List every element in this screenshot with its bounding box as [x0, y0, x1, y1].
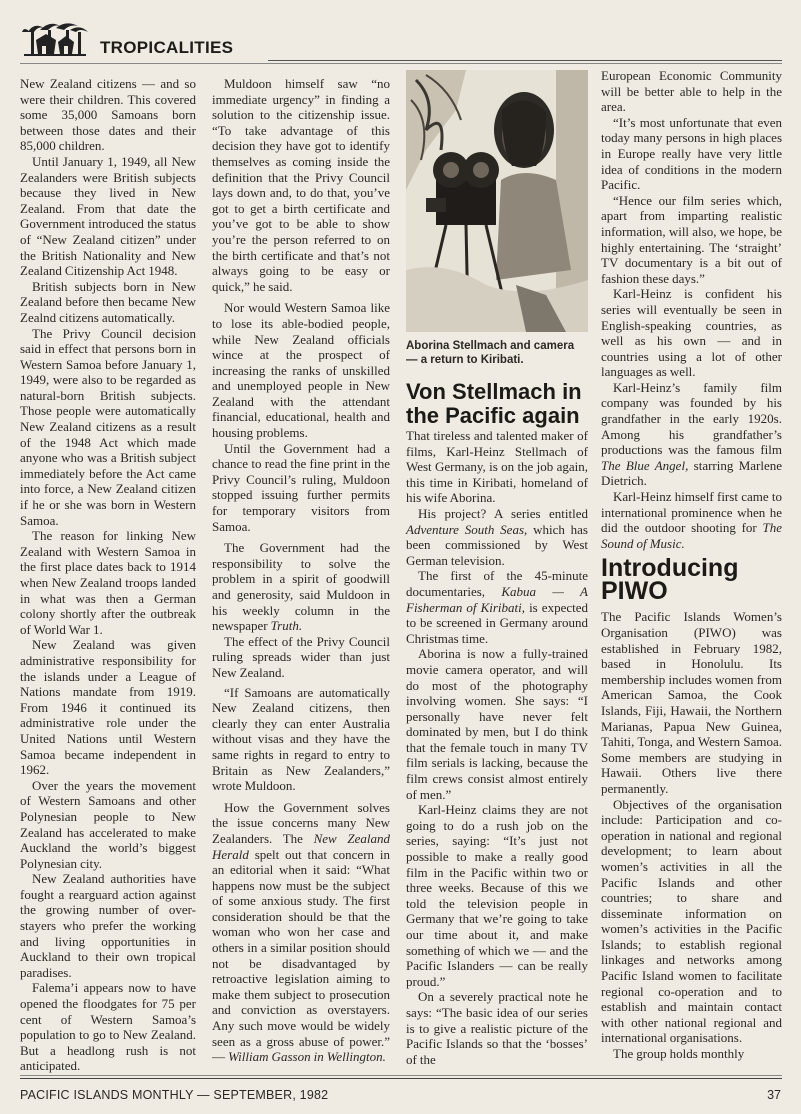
- footer-rule-secondary: [20, 1075, 782, 1076]
- col1-paragraph: New Zealand citizens — and so were their children. This covered some 35,000 Samoans born between those dates and their 85,000 children.: [20, 76, 196, 154]
- photo-caption: Aborina Stellmach and camera — a return to Kiribati.: [406, 340, 575, 366]
- col1-paragraph: New Zealand was given administrative responsibility for the islands under a League of Nations mandate from 1919. From 1946 it continued its administrative role under the United Nations until Western Samoa became independent in 1962.: [20, 637, 196, 778]
- byline: William Gasson in Wellington.: [228, 1049, 386, 1065]
- col4-paragraph: “Hence our film series which, apart from imparting realistic information, will also, we hope, be highly entertaining. The ‘straight’ TV documentary is a bit out of fashion these days.”: [601, 192, 782, 286]
- col1-paragraph: Over the years the movement of Western Samoans and other Polynesian people to New Zealand has accelerated to make Auckland the world’s biggest Polynesian city.: [20, 777, 196, 871]
- col2-paragraph: “If Samoans are automatically New Zealand citizens, then clearly they can enter Australia without visas and they have the same rights in regard to entry to Britain as New Zealanders,” wrote Muldoon.: [212, 684, 390, 794]
- col1-paragraph: The Privy Council decision said in effect that persons born in Western Samoa before January 1, 1949, were also to be regarded as natural-born British subjects. Those people were automatically New Zealand citizens as a result of the 1948 Act which made anyone who was a British subject immediately before the Act came into force, a New Zealand citizen if he or she was born in Western Samoa.: [20, 325, 196, 528]
- photo-woman-with-camera: [406, 70, 588, 332]
- col2-paragraph: The effect of the Privy Council ruling spreads wider than just New Zealand.: [212, 633, 390, 680]
- column-4: [601, 68, 782, 1062]
- col4-paragraph: Karl-Heinz is confident his series will eventually be seen in English-speaking countries, as well as his own — and in countries using a lot of other languages as well.: [601, 286, 782, 380]
- col2-paragraph: Muldoon himself saw “no immediate urgency” in finding a solution to the citizenship issue. “To take advantage of this decision they have got to identify themselves as coming inside the definition that the Privy Council lays down and, to do that, you’ve got to get a birth certificate and you’ve got to be able to show you’re the person referred to on the birth certificate and that’s not always going to be easy or quick,” he said.: [212, 76, 390, 294]
- col2-paragraph: The Government had the responsibility to solve the problem in a spirit of goodwill and generosity, said Muldoon in his weekly column in the newspaper Truth.: [212, 540, 390, 634]
- header-rule: [268, 60, 782, 61]
- col4-paragraph: “It’s most unfortunate that even today many persons in high places in Europe really have very little idea of conditions in the modern Pacific.: [601, 114, 782, 193]
- col1-paragraph: The reason for linking New Zealand with Western Samoa in the first place dates back to 1914 when New Zealand troops landed in what was then a German colony shortly after the outbreak of World War 1.: [20, 528, 196, 637]
- col1-paragraph: Falema’i appears now to have opened the floodgates for 75 per cent of Western Samoa’s population to go to New Zealand. But a headlong rush is not anticipated.: [20, 980, 196, 1074]
- page-header: [20, 14, 782, 64]
- col3-paragraph: That tireless and talented maker of films, Karl-Heinz Stellmach of West Germany, is on the job again, this time in Kiribati, homeland of his wife Aborina.: [406, 428, 588, 506]
- publication-footer: PACIFIC ISLANDS MONTHLY — SEPTEMBER, 1982: [20, 1088, 329, 1102]
- column-3: [406, 428, 588, 1067]
- col4-paragraph: Karl-Heinz’s family film company was founded by his grandfather in the early 1920s. Among his grandfather’s productions was the famous film The Blue Angel, starring Marlene Dietrich.: [601, 379, 783, 489]
- col3-paragraph: His project? A series entitled Adventure South Seas, which has been commissioned by West German television.: [406, 505, 588, 568]
- piwo-headline: Introducing PIWO: [601, 554, 739, 606]
- col4-paragraph: Objectives of the organisation include: Participation and co-operation in national and regional development; to learn about women’s activities in all the Pacific Islands and other countries; to share and disseminate information on women’s activities in the Pacific Islands; to establish regional linkages and networks among Pacific Island women to facilitate regional co-operation and to establish and maintain contact with other national regional and international organisations.: [601, 796, 782, 1046]
- page-number: 37: [767, 1088, 781, 1102]
- header-rule-secondary: [20, 63, 782, 64]
- article-headline: Von Stellmach in the Pacific again: [406, 379, 582, 428]
- col1-paragraph: British subjects born in New Zealand before then became New Zealnd citizens automatically.: [20, 278, 196, 325]
- column-1: [20, 76, 196, 1074]
- col1-paragraph: Until January 1, 1949, all New Zealanders were British subjects because they lived in New Zealand. From that date the Government introduced the status of “New Zealand citizen” under the British Nationality and New Zealand Citizenship Act 1948.: [20, 153, 196, 279]
- col3-paragraph: The first of the 45-minute documentaries, Kabua — A Fisherman of Kiribati, is expected to be screened in Germany around Christmas time.: [406, 568, 588, 646]
- col4-paragraph: European Economic Community will be better able to help in the area.: [601, 68, 782, 115]
- col1-paragraph: New Zealand authorities have fought a rearguard action against the growing number of over-stayers who prefer the working and living opportunities in Auckland to their own tropical paradises.: [20, 871, 196, 980]
- col2-paragraph: How the Government solves the issue concerns many New Zealanders. The New Zealand Herald spelt out that concern in an editorial when it said: “What happens now must be the subject of some anxious study. The first consideration should be that the woman who won her case and others in a similar position should not be disadvantaged by retroactive legislation aiming to make them subject to prosecution and conviction as overstayers. Any such move would be widely seen as a gross abuse of power.” — William Gasson in Wellington.: [212, 799, 390, 1065]
- col4-paragraph: The Pacific Islands Women’s Organisation (PIWO) was established in February 1982, based in Honolulu. Its membership includes women from American Samoa, the Cook Islands, Fiji, Hawaii, the Northern Marianas, Papua New Guinea, Tahiti, Tonga, and Western Samoa. Some members are studying in Hawaii. Others live there permanently.: [601, 609, 782, 796]
- section-title: TROPICALITIES: [100, 38, 234, 57]
- photo-illustration: [406, 70, 588, 332]
- column-2: [212, 76, 390, 1065]
- col2-paragraph: Until the Government had a chance to read the fine print in the Privy Council’s ruling, Muldoon stopped issuing further permits for temporary visitors from Samoa.: [212, 440, 390, 534]
- col3-paragraph: Karl-Heinz claims they are not going to do a rush job on the series, saying: “It’s just not possible to make a really good film in the Pacific within two or three weeks. Because of this we told the television people in Germany that we’re going to take our time about it, and make something of which we — and the Pacific Islanders — can be really proud.”: [406, 802, 588, 989]
- col2-paragraph: Nor would Western Samoa like to lose its able-bodied people, while New Zealand officials wince at the prospect of increasing the ranks of unskilled and unemployed people in New Zealand with the attendant financial, educational, health and housing problems.: [212, 300, 390, 441]
- col3-paragraph: Aborina is now a fully-trained movie camera operator, and will do most of the photography involving women. She says: “I personally have never felt dominated by men, but I do think that the female touch in many TV film serials is lacking, because the film crews consist almost entirely of men.”: [406, 646, 588, 802]
- col3-paragraph: On a severely practical note he says: “The basic idea of our series is to give a realistic picture of the Pacific Islands so that the ‘bosses’ of the: [406, 989, 588, 1067]
- footer-rule: [20, 1078, 782, 1079]
- col4-paragraph: The group holds monthly: [613, 1046, 745, 1062]
- palm-hut-logo-icon: [20, 18, 90, 58]
- col4-paragraph: Karl-Heinz himself first came to international prominence when he did the outdoor shooting for The Sound of Music.: [601, 489, 782, 551]
